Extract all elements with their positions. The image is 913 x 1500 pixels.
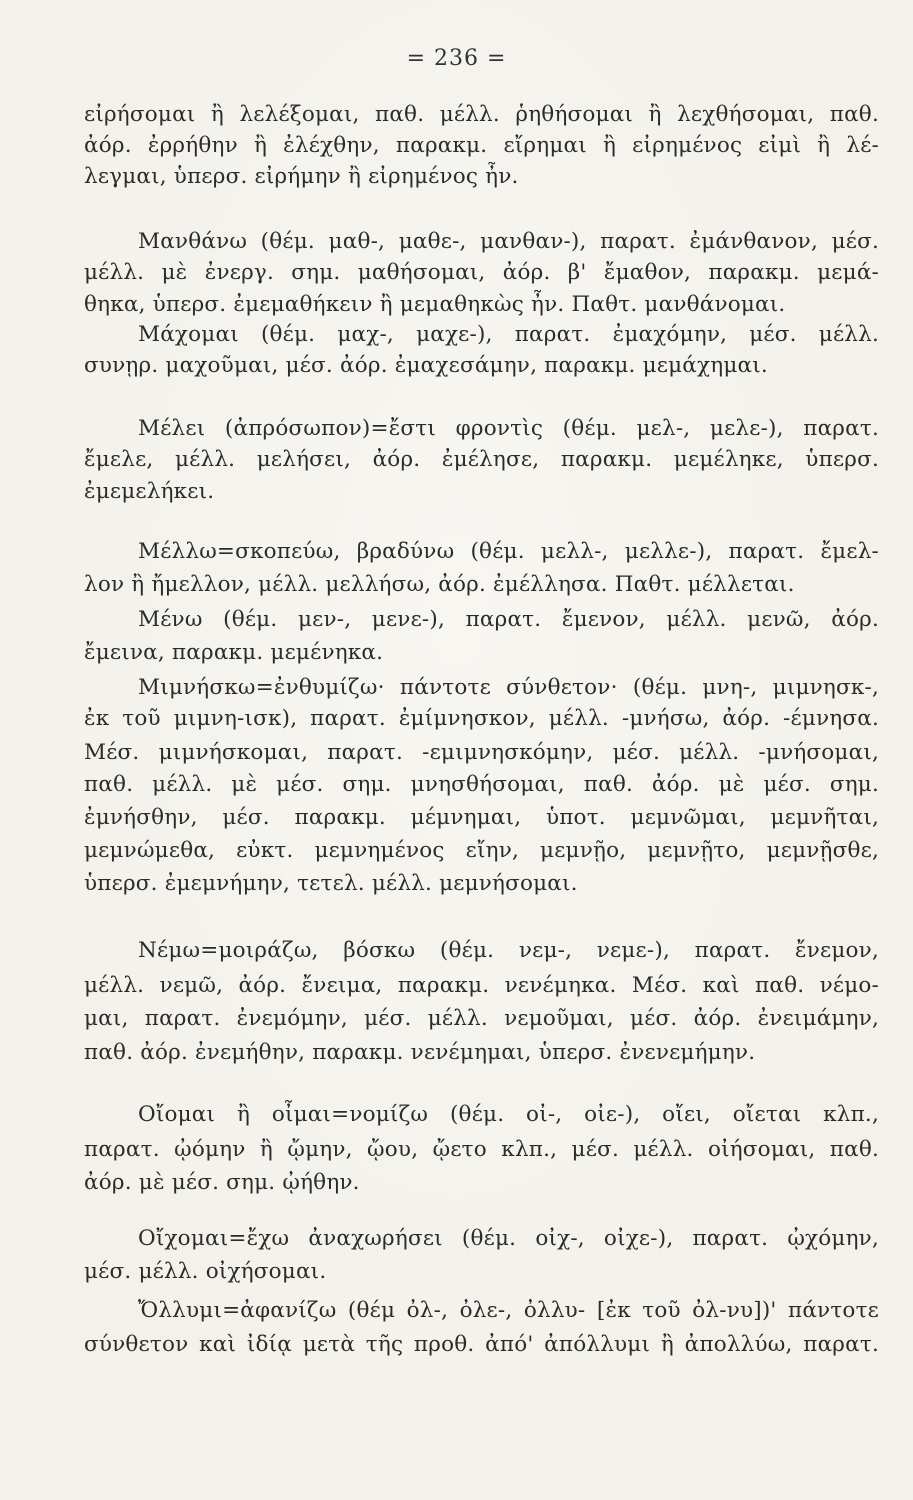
text-line: Μέσ. μιμνήσκομαι, παρατ. -εμιμνησκόμην, μέσ. μέλλ. -μνήσομαι,: [84, 740, 879, 765]
text-line: λον ἢ ἤμελλον, μέλλ. μελλήσω, ἀόρ. ἐμέλλησα. Παθτ. μέλλεται.: [84, 572, 795, 597]
text-line: συνῃρ. μαχοῦμαι, μέσ. ἀόρ. ἐμαχεσάμην, παρακμ. μεμάχημαι.: [84, 353, 768, 378]
text-line: εἰρήσομαι ἢ λελέξομαι, παθ. μέλλ. ῥηθήσομαι ἢ λεχθήσομαι, παθ.: [84, 102, 879, 127]
text-line: ἐκ τοῦ μιμνη-ισκ), παρατ. ἐμίμνησκον, μέλλ. -μνήσω, ἀόρ. -έμνησα.: [84, 706, 879, 731]
text-line: σύνθετον καὶ ἰδίᾳ μετὰ τῆς προθ. ἀπό' ἀπόλλυμι ἢ ἀπολλύω, παρατ.: [84, 1332, 879, 1357]
text-line: Νέμω=μοιράζω, βόσκω (θέμ. νεμ-, νεμε-), παρατ. ἔνεμον,: [138, 938, 879, 963]
text-line: Οἴχομαι=ἔχω ἀναχωρήσει (θέμ. οἰχ-, οἰχε-), παρατ. ᾠχόμην,: [138, 1226, 879, 1251]
text-line: Μάχομαι (θέμ. μαχ-, μαχε-), παρατ. ἐμαχόμην, μέσ. μέλλ.: [138, 322, 879, 347]
text-line: παρατ. ᾠόμην ἢ ᾤμην, ᾤου, ᾤετο κλπ., μέσ. μέλλ. οἰήσομαι, παθ.: [84, 1137, 879, 1162]
text-line: παθ. ἀόρ. ἐνεμήθην, παρακμ. νενέμημαι, ὑπερσ. ἐνενεμήμην.: [84, 1040, 756, 1065]
text-line: ἔμελε, μέλλ. μελήσει, ἀόρ. ἐμέλησε, παρακμ. μεμέληκε, ὑπερσ.: [84, 447, 879, 472]
text-line: ἐμεμελήκει.: [84, 479, 215, 504]
page-number: = 236 =: [406, 46, 507, 71]
text-line: θηκα, ὑπερσ. ἐμεμαθήκειν ἢ μεμαθηκὼς ἦν. Παθτ. μανθάνομαι.: [84, 292, 786, 317]
text-line: μεμνώμεθα, εὐκτ. μεμνημένος εἴην, μεμνῇο, μεμνῇτο, μεμνῇσθε,: [84, 838, 879, 863]
text-line: λεγμαι, ὑπερσ. εἰρήμην ἢ εἰρημένος ἦν.: [84, 164, 519, 189]
text-line: ἔμεινα, παρακμ. μεμένηκα.: [84, 640, 384, 665]
text-line: μαι, παρατ. ἐνεμόμην, μέσ. μέλλ. νεμοῦμαι, μέσ. ἀόρ. ἐνειμάμην,: [84, 1006, 879, 1031]
text-line: ἐμνήσθην, μέσ. παρακμ. μέμνημαι, ὑποτ. μεμνῶμαι, μεμνῆται,: [84, 805, 879, 830]
text-line: μέλλ. νεμῶ, ἀόρ. ἔνειμα, παρακμ. νενέμηκα. Μέσ. καὶ παθ. νέμο-: [84, 973, 879, 998]
text-line: Μιμνήσκω=ἐνθυμίζω· πάντοτε σύνθετον· (θέμ. μνη-, μιμνησκ-,: [138, 675, 879, 700]
text-line: ὑπερσ. ἐμεμνήμην, τετελ. μέλλ. μεμνήσομαι.: [84, 871, 578, 896]
text-line: Μένω (θέμ. μεν-, μενε-), παρατ. ἔμενον, μέλλ. μενῶ, ἀόρ.: [138, 607, 879, 632]
text-line: Μανθάνω (θέμ. μαθ-, μαθε-, μανθαν-), παρατ. ἐμάνθανον, μέσ.: [138, 229, 879, 254]
text-line: μέλλ. μὲ ἐνεργ. σημ. μαθήσομαι, ἀόρ. β' ἔμαθον, παρακμ. μεμά-: [84, 260, 879, 285]
text-line: Ὄλλυμι=ἀφανίζω (θέμ ὀλ-, ὀλε-, ὀλλυ- [ἐκ τοῦ ὀλ-νυ])' πάντοτε: [138, 1298, 879, 1323]
text-line: Μέλλω=σκοπεύω, βραδύνω (θέμ. μελλ-, μελλε-), παρατ. ἔμελ-: [138, 539, 879, 564]
text-line: ἀόρ. ἐρρήθην ἢ ἐλέχθην, παρακμ. εἴρημαι ἢ εἰρημένος εἰμὶ ἢ λέ-: [84, 133, 879, 158]
text-line: Οἴομαι ἢ οἶμαι=νομίζω (θέμ. οἰ-, οἰε-), οἴει, οἴεται κλπ.,: [138, 1102, 879, 1127]
text-line: Μέλει (ἀπρόσωπον)=ἔστι φροντὶς (θέμ. μελ-, μελε-), παρατ.: [138, 416, 879, 441]
text-line: μέσ. μέλλ. οἰχήσομαι.: [84, 1259, 327, 1284]
text-line: παθ. μέλλ. μὲ μέσ. σημ. μνησθήσομαι, παθ. ἀόρ. μὲ μέσ. σημ.: [84, 772, 879, 797]
text-line: ἀόρ. μὲ μέσ. σημ. ᾠήθην.: [84, 1170, 360, 1195]
